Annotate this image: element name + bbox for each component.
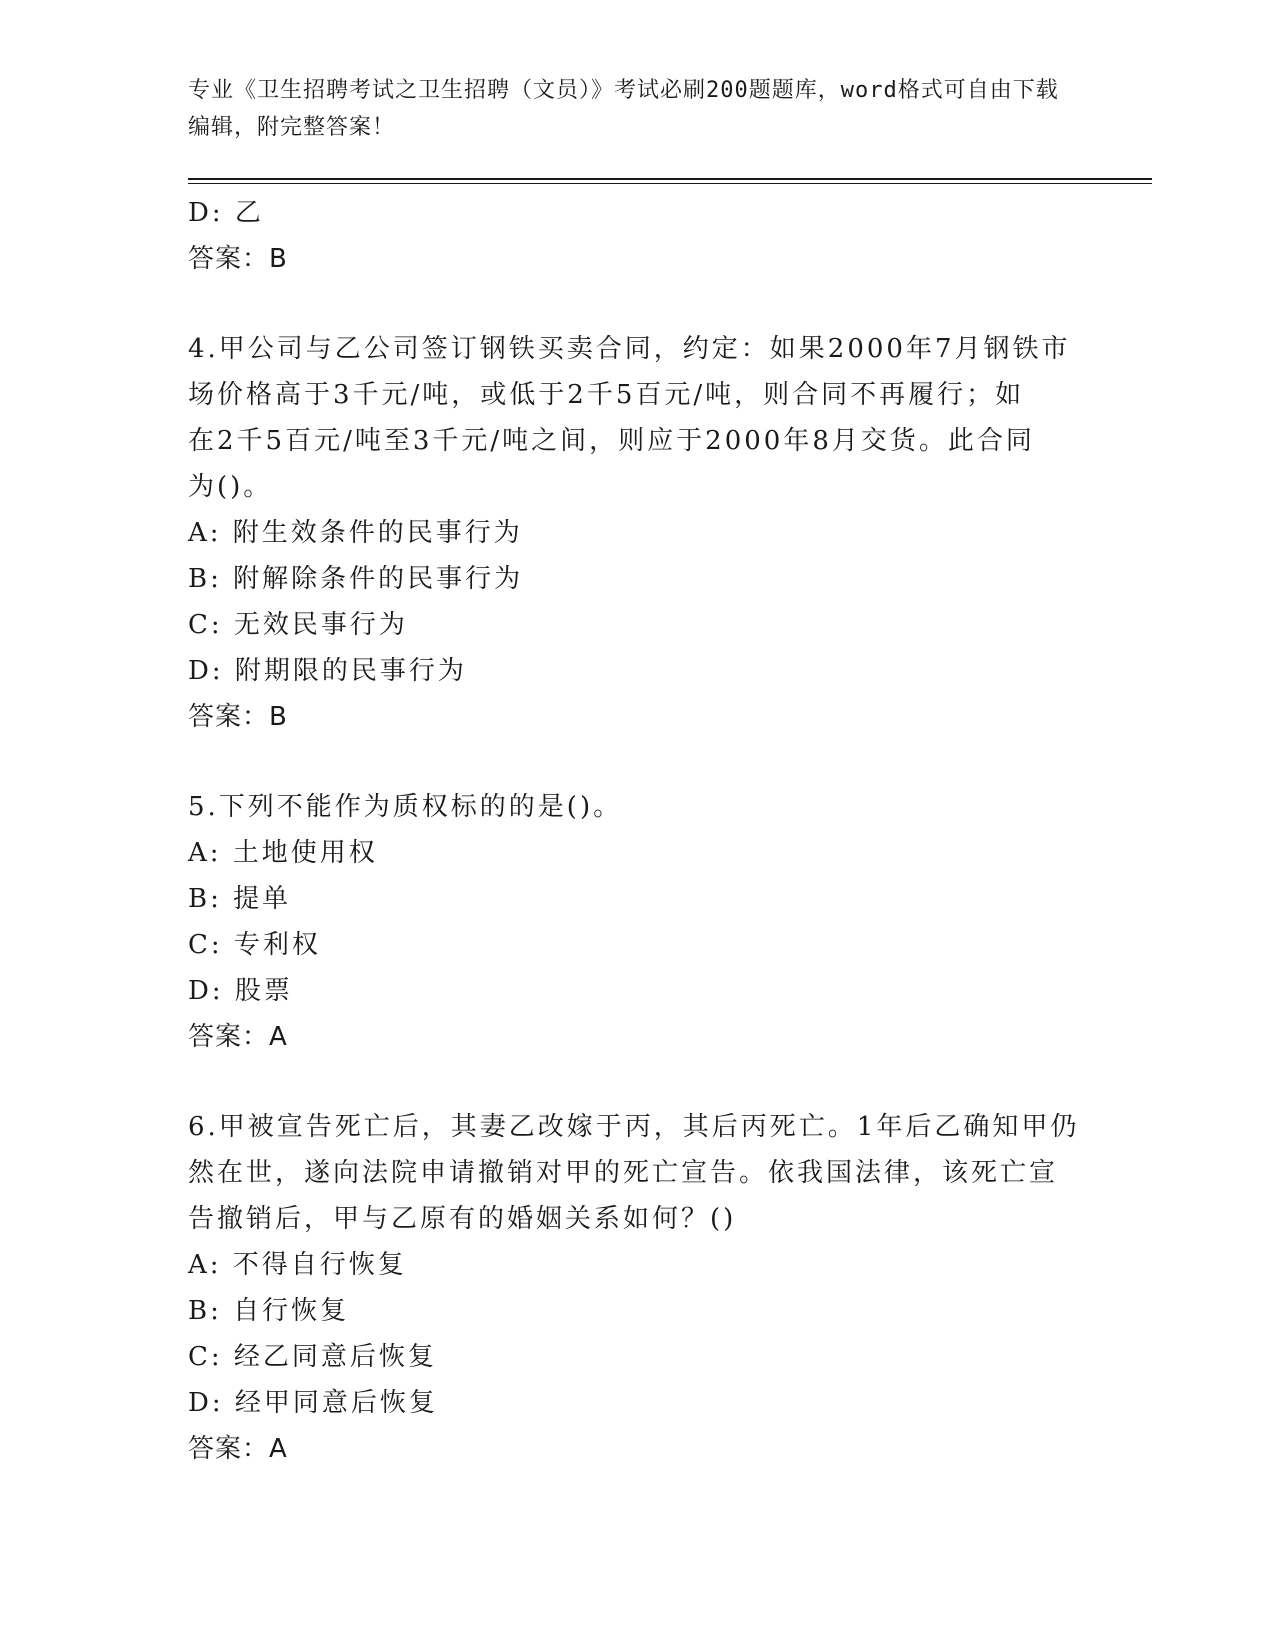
question-5-option-a: A: 土地使用权 <box>188 838 378 868</box>
question-6-line-2: 然在世，遂向法院申请撤销对甲的死亡宣告。依我国法律，该死亡宣 <box>188 1158 1059 1188</box>
question-4-line-2: 场价格高于3千元/吨，或低于2千5百元/吨，则合同不再履行；如 <box>188 380 1025 410</box>
question-5-option-b: B: 提单 <box>188 884 292 914</box>
question-6-option-a: A: 不得自行恢复 <box>188 1250 407 1280</box>
question-4-option-a: A: 附生效条件的民事行为 <box>188 518 523 548</box>
spacer <box>188 282 1088 326</box>
question-6-option-c: C: 经乙同意后恢复 <box>188 1342 437 1372</box>
question-5-option-c: C: 专利权 <box>188 930 321 960</box>
question-4-line-4: 为()。 <box>188 472 273 502</box>
question-5-line-1: 5.下列不能作为质权标的的是()。 <box>188 792 623 822</box>
question-5-option-d: D: 股票 <box>188 976 293 1006</box>
document-header: 专业《卫生招聘考试之卫生招聘（文员）》考试必刷200题题库，word格式可自由下载编辑，附完整答案！ <box>188 78 1059 140</box>
prev-option-d: D: 乙 <box>188 198 264 228</box>
question-4-option-d: D: 附期限的民事行为 <box>188 656 467 686</box>
spacer <box>188 1060 1088 1104</box>
prev-answer: 答案：B <box>188 244 288 274</box>
question-6-line-3: 告撤销后，甲与乙原有的婚姻关系如何？() <box>188 1204 737 1234</box>
question-4-option-c: C: 无效民事行为 <box>188 610 408 640</box>
document-body <box>188 190 1088 1472</box>
spacer <box>188 740 1088 784</box>
question-6-line-1: 6.甲被宣告死亡后，其妻乙改嫁于丙，其后丙死亡。1年后乙确知甲仍 <box>188 1112 1080 1142</box>
question-4-answer: 答案：B <box>188 702 288 732</box>
header-rule-thin <box>188 183 1152 184</box>
question-6-option-b: B: 自行恢复 <box>188 1296 350 1326</box>
header-rule-thick <box>188 178 1152 180</box>
question-4-line-3: 在2千5百元/吨至3千元/吨之间，则应于2000年8月交货。此合同 <box>188 426 1035 456</box>
question-4-line-1: 4.甲公司与乙公司签订钢铁买卖合同，约定：如果2000年7月钢铁市 <box>188 334 1071 364</box>
question-6-option-d: D: 经甲同意后恢复 <box>188 1388 438 1418</box>
question-6-answer: 答案：A <box>188 1434 288 1464</box>
question-4-option-b: B: 附解除条件的民事行为 <box>188 564 524 594</box>
question-5-answer: 答案：A <box>188 1022 288 1052</box>
